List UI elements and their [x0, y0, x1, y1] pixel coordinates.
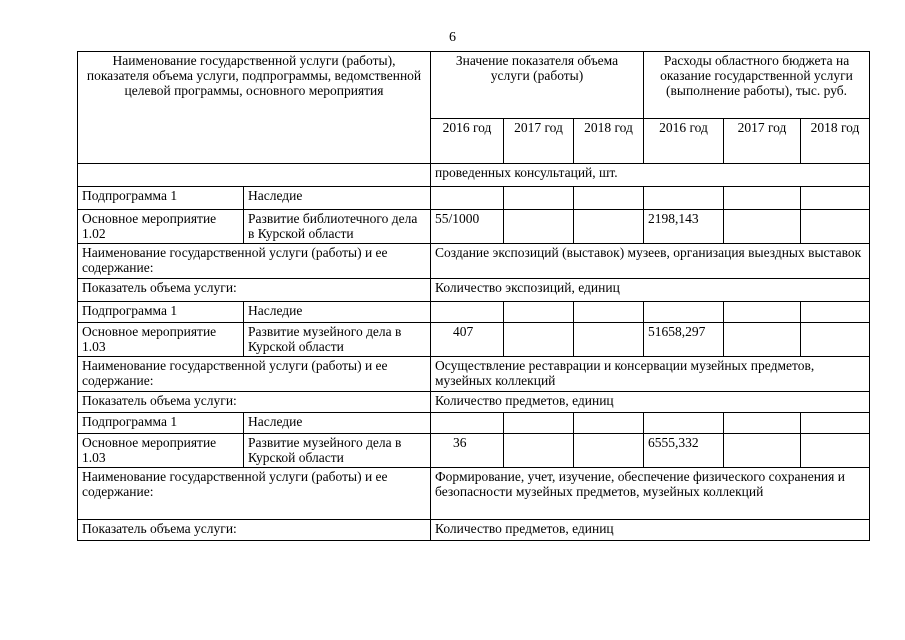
row-label: Подпрограмма 1 — [78, 413, 244, 434]
empty-cell — [431, 302, 504, 323]
header-row-1 — [78, 52, 870, 119]
table-row — [78, 302, 870, 323]
table-row — [78, 323, 870, 357]
budget-table — [77, 51, 870, 541]
empty-cell — [801, 187, 870, 210]
row-value: Наследие — [244, 187, 431, 210]
empty-cell — [431, 413, 504, 434]
row-value: Количество предметов, единиц — [431, 392, 870, 413]
table-row — [78, 164, 870, 187]
row-value: Наследие — [244, 413, 431, 434]
year-header: 2018 год — [801, 119, 870, 164]
indicator-2016: 407 — [431, 323, 504, 357]
empty-cell — [724, 302, 801, 323]
row-label: Показатель объема услуги: — [78, 279, 431, 302]
page-number: 6 — [449, 30, 456, 45]
row-value: Количество экспозиций, единиц — [431, 279, 870, 302]
year-header: 2016 год — [644, 119, 724, 164]
indicator-2016: 55/1000 — [431, 210, 504, 244]
empty-cell — [644, 302, 724, 323]
header-expense-group: Расходы областного бюджета на оказание государственной услуги (выполнение работы), тыс. руб. — [644, 52, 870, 119]
empty-cell — [724, 210, 801, 244]
header-name-cell: Наименование государственной услуги (работы), показателя объема услуги, подпрограммы, ведомственной целевой программы, основного мероприятия — [78, 52, 431, 164]
empty-cell — [504, 434, 574, 468]
indicator-2016: 36 — [431, 434, 504, 468]
empty-cell — [724, 323, 801, 357]
empty-cell — [574, 323, 644, 357]
row-label: Подпрограмма 1 — [78, 302, 244, 323]
empty-cell — [574, 434, 644, 468]
table-row — [78, 279, 870, 302]
table-row — [78, 392, 870, 413]
year-header: 2017 год — [504, 119, 574, 164]
row-label: Показатель объема услуги: — [78, 520, 431, 541]
empty-cell — [801, 434, 870, 468]
empty-cell — [574, 302, 644, 323]
table-row — [78, 413, 870, 434]
table-row — [78, 210, 870, 244]
row-value: Количество предметов, единиц — [431, 520, 870, 541]
row-value: Развитие музейного дела в Курской области — [244, 323, 431, 357]
row-label: Подпрограмма 1 — [78, 187, 244, 210]
empty-cell — [801, 210, 870, 244]
row-label: Основное мероприятие 1.02 — [78, 210, 244, 244]
year-header: 2017 год — [724, 119, 801, 164]
row-value: Осуществление реставрации и консервации музейных предметов, музейных коллекций — [431, 357, 870, 392]
empty-cell — [78, 164, 431, 187]
empty-cell — [801, 323, 870, 357]
empty-cell — [724, 187, 801, 210]
empty-cell — [504, 323, 574, 357]
empty-cell — [724, 413, 801, 434]
empty-cell — [504, 413, 574, 434]
row-label: Основное мероприятие 1.03 — [78, 323, 244, 357]
table-row — [78, 434, 870, 468]
table-row — [78, 520, 870, 541]
year-header: 2016 год — [431, 119, 504, 164]
row-value: Наследие — [244, 302, 431, 323]
year-header: 2018 год — [574, 119, 644, 164]
empty-cell — [724, 434, 801, 468]
empty-cell — [801, 413, 870, 434]
empty-cell — [644, 187, 724, 210]
row-label: Наименование государственной услуги (работы) и ее содержание: — [78, 244, 431, 279]
empty-cell — [431, 187, 504, 210]
empty-cell — [504, 302, 574, 323]
row-label: Наименование государственной услуги (работы) и ее содержание: — [78, 468, 431, 520]
expense-2016: 2198,143 — [644, 210, 724, 244]
table-row — [78, 244, 870, 279]
expense-2016: 51658,297 — [644, 323, 724, 357]
table-row — [78, 187, 870, 210]
row-value: Формирование, учет, изучение, обеспечение физического сохранения и безопасности музейных предметов, музейных коллекций — [431, 468, 870, 520]
indicator-continuation: проведенных консультаций, шт. — [431, 164, 870, 187]
row-label: Основное мероприятие 1.03 — [78, 434, 244, 468]
row-value: Развитие библиотечного дела в Курской области — [244, 210, 431, 244]
expense-2016: 6555,332 — [644, 434, 724, 468]
row-label: Наименование государственной услуги (работы) и ее содержание: — [78, 357, 431, 392]
empty-cell — [574, 413, 644, 434]
empty-cell — [574, 210, 644, 244]
row-value: Создание экспозиций (выставок) музеев, организация выездных выставок — [431, 244, 870, 279]
row-value: Развитие музейного дела в Курской области — [244, 434, 431, 468]
empty-cell — [644, 413, 724, 434]
table-row — [78, 468, 870, 520]
empty-cell — [504, 210, 574, 244]
empty-cell — [801, 302, 870, 323]
row-label: Показатель объема услуги: — [78, 392, 431, 413]
empty-cell — [504, 187, 574, 210]
empty-cell — [574, 187, 644, 210]
table-row — [78, 357, 870, 392]
header-indicator-group: Значение показателя объема услуги (работы) — [431, 52, 644, 119]
